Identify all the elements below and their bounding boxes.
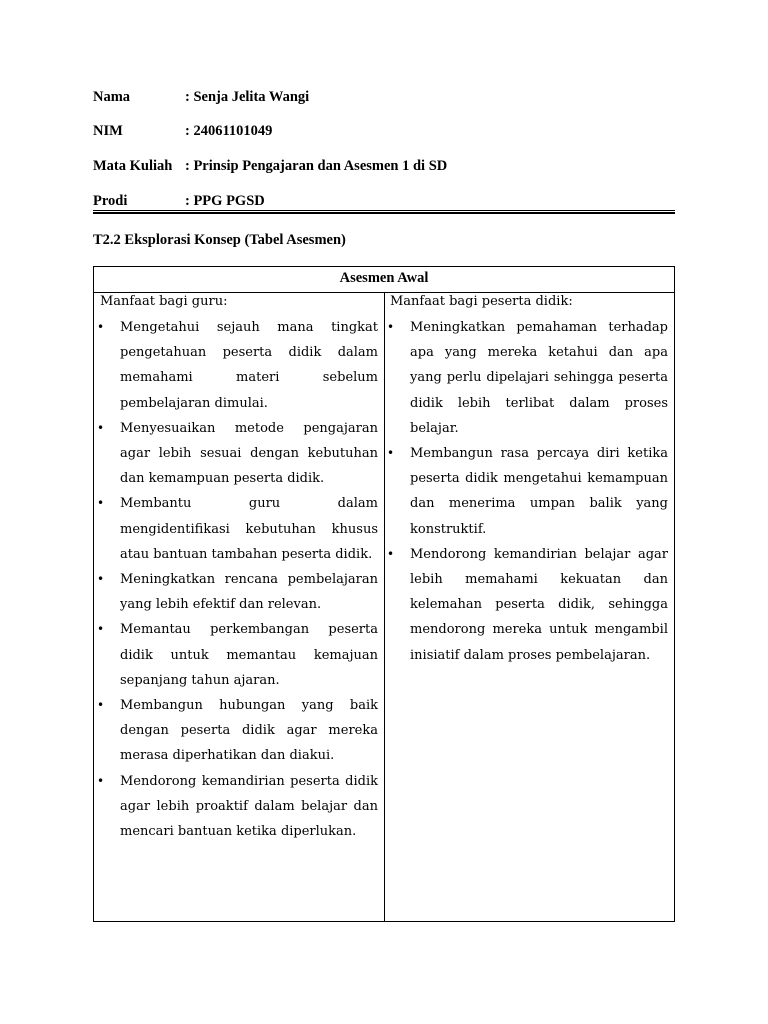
divider-thin [93,210,675,211]
bullet-icon: • [387,546,395,561]
list-item-text: Mendorong kemandirian peserta didik agar lebih proaktif dalam belajar dan mencari bantuan ketika diperlukan. [120,773,378,840]
column-header: Manfaat bagi guru: [100,294,228,309]
identity-value: : PPG PGSD [185,193,265,209]
divider-thick [93,212,675,214]
bullet-icon: • [387,446,395,461]
identity-value: : 24061101049 [185,123,273,139]
assessment-table [93,266,675,922]
list-item-text: Membangun hubungan yang baik dengan peserta didik agar mereka merasa diperhatikan dan diakui. [120,698,378,764]
identity-label: Prodi [93,193,128,209]
list-item [94,416,384,492]
table-title: Asesmen Awal [339,270,429,286]
list-item-text: Menyesuaikan metode pengajaran agar lebih sesuai dengan kebutuhan dan kemampuan peserta didik. [120,420,378,487]
bullet-icon: • [97,572,105,587]
bullet-icon: • [97,773,105,788]
list-item [94,769,384,845]
list-item [384,315,674,441]
list-item-text: Membantu guru dalam mengidentifikasi kebutuhan khusus atau bantuan tambahan peserta didik. [120,496,378,562]
list-item [384,542,674,668]
list-item [94,567,384,617]
student-benefit-list [384,315,674,668]
list-item [94,617,384,693]
bullet-icon: • [97,320,105,334]
identity-value: : Senja Jelita Wangi [185,89,310,105]
section-heading: T2.2 Eksplorasi Konsep (Tabel Asesmen) [93,232,346,248]
list-item-text: Memantau perkembangan peserta didik untuk memantau kemajuan sepanjang tahun ajaran. [120,622,378,688]
teacher-benefit-list [94,315,384,844]
list-item-text: Mendorong kemandirian belajar agar lebih memahami kekuatan dan kelemahan peserta didik, sehingga mendorong mereka untuk mengambil inisiatif dalam proses pembelajaran. [410,546,668,663]
list-item [384,441,674,542]
bullet-icon: • [387,320,395,334]
list-item-text: Meningkatkan rencana pembelajaran yang lebih efektif dan relevan. [120,572,378,613]
identity-label: Nama [93,89,131,105]
list-item-text: Meningkatkan pemahaman terhadap apa yang mereka ketahui dan apa yang perlu dipelajari sehingga peserta didik lebih terlibat dalam proses belajar. [410,320,668,436]
bullet-icon: • [97,698,105,713]
bullet-icon: • [97,622,105,637]
bullet-icon: • [97,496,105,511]
list-item [94,491,384,567]
list-item [94,693,384,769]
column-header: Manfaat bagi peserta didik: [390,294,573,309]
list-item [94,315,384,416]
list-item-text: Membangun rasa percaya diri ketika peserta didik mengetahui kemampuan dan menerima umpan balik yang konstruktif. [410,446,668,537]
bullet-icon: • [97,420,105,435]
identity-value: : Prinsip Pengajaran dan Asesmen 1 di SD [185,158,448,174]
list-item-text: Mengetahui sejauh mana tingkat pengetahuan peserta didik dalam memahami materi sebelum pembelajaran dimulai. [120,320,378,411]
identity-label: NIM [93,123,123,139]
identity-label: Mata Kuliah [93,158,173,174]
